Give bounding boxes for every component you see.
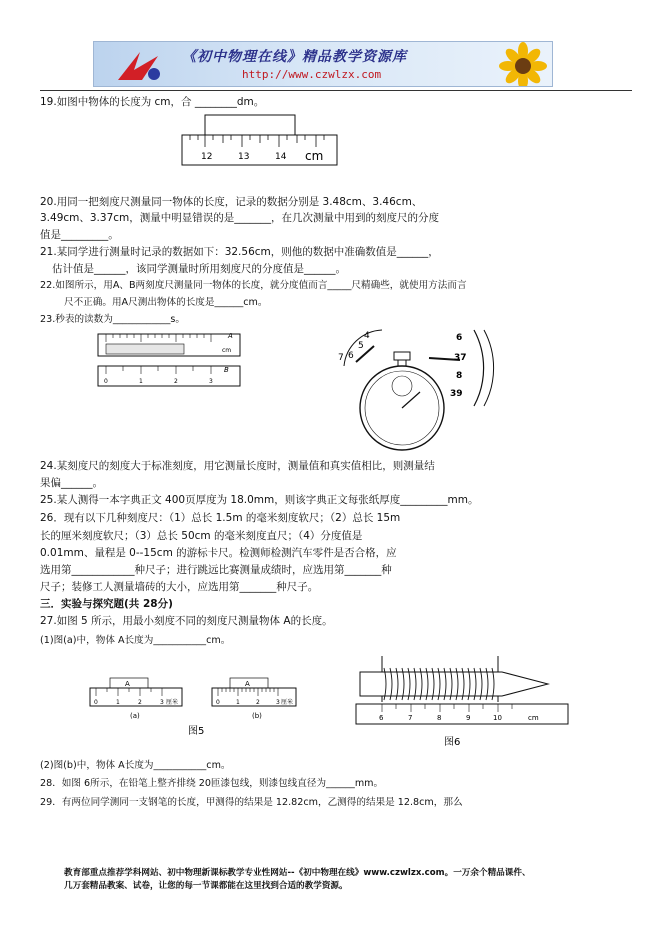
fig5b-unit: 厘米 xyxy=(281,699,294,706)
sunflower-icon xyxy=(489,42,553,87)
fig6-tick: 9 xyxy=(466,714,471,722)
banner-url: http://www.czwlzx.com xyxy=(242,68,382,81)
scale-number: 39 xyxy=(450,389,463,399)
question-20-line3: 值是_________。 xyxy=(40,229,119,241)
ruler-b-label: B xyxy=(224,366,229,374)
ruler19-tick: 13 xyxy=(238,152,250,162)
fig5a-tick: 1 xyxy=(116,699,120,706)
question-29: 29．有两位同学测同一支钢笔的长度，甲测得的结果是 12.82cm，乙测得的结果是 12.8cm，那么 xyxy=(40,797,463,808)
scale-number: 37 xyxy=(454,353,467,363)
fig5a-caption: (a) xyxy=(130,712,140,720)
fig5b-tick: 3 xyxy=(276,699,280,706)
question-23: 23.秒表的读数为____________s。 xyxy=(40,314,185,325)
fig5b-tick: 1 xyxy=(236,699,240,706)
fig5-title: 图5 xyxy=(188,726,205,737)
scale-number: 6 xyxy=(456,333,463,343)
question-26-line1: 26．现有以下几种刻度尺：（1）总长 1.5m 的毫米刻度软尺；（2）总长 15m xyxy=(40,512,401,524)
dial-number: 6 xyxy=(348,351,354,361)
figure-6 xyxy=(352,650,577,754)
fig6-tick: 8 xyxy=(437,714,442,722)
ruler19-unit: cm xyxy=(305,149,324,163)
fig6-tick: 6 xyxy=(379,714,384,722)
ruler-b-tick: 2 xyxy=(174,378,178,385)
question-20-line1: 20.用同一把刻度尺测量同一物体的长度，记录的数据分别是 3.48cm、3.46cm、 xyxy=(40,196,423,208)
ruler-a-label: A xyxy=(228,332,233,340)
question-24-line1: 24.某刻度尺的刻度大于标准刻度，用它测量长度时，测量值和真实值相比，则测量结 xyxy=(40,460,435,472)
question-27-part2: (2)图(b)中，物体 A长度为___________cm。 xyxy=(40,760,231,771)
question-22-line2: 尺不正确。用A尺测出物体的长度是______cm。 xyxy=(64,297,268,308)
ruler-b-tick: 3 xyxy=(209,378,213,385)
fig6-tick: 7 xyxy=(408,714,413,722)
ruler19-tick: 12 xyxy=(201,152,213,162)
dial-number: 4 xyxy=(364,331,370,341)
fig5a-label: A xyxy=(125,680,130,688)
question-20-line2: 3.49cm、3.37cm，测量中明显错误的是_______，在几次测量中用到的刻度尺的分度 xyxy=(40,212,440,224)
dial-number: 5 xyxy=(358,341,364,351)
question-22-line1: 22.如图所示，用A、B两刻度尺测量同一物体的长度，就分度值而言_____尺精确些，就使用方法而言 xyxy=(40,280,467,291)
figure-rulers-22 xyxy=(96,328,246,390)
fig5a-unit: 厘米 xyxy=(166,699,179,706)
question-21-line2: 估计值是______，该同学测量时所用刻度尺的分度值是______。 xyxy=(52,263,346,275)
footer-line2: 几万套精品教案、试卷，让您的每一节课都能在这里找到合适的教学资源。 xyxy=(64,881,348,891)
question-28: 28．如图 6所示，在铅笔上整齐排绕 20匝漆包线，则漆包线直径为______mm。 xyxy=(40,778,384,789)
fig5a-tick: 0 xyxy=(94,699,98,706)
section-3-heading: 三．实验与探究题(共 28分) xyxy=(40,598,173,610)
figure-5 xyxy=(88,672,298,740)
question-24-line2: 果偏______。 xyxy=(40,477,103,489)
banner-title: 《初中物理在线》精品教学资源库 xyxy=(182,49,407,65)
logo-icon xyxy=(114,46,166,84)
fig5a-tick: 3 xyxy=(160,699,164,706)
question-21-line1: 21.某同学进行测量时记录的数据如下：32.56cm，则他的数据中准确数值是______， xyxy=(40,246,439,258)
ruler-b-tick: 0 xyxy=(104,378,108,385)
header-banner xyxy=(93,41,553,87)
ruler19-tick: 14 xyxy=(275,152,287,162)
question-27-part1: (1)图(a)中，物体 A长度为___________cm。 xyxy=(40,635,231,646)
question-19: 19.如图中物体的长度为 cm，合 ________dm。 xyxy=(40,96,265,108)
question-26-line2: 长的厘米刻度软尺；（3）总长 50cm 的毫米刻度直尺；（4）分度值是 xyxy=(40,530,363,542)
question-26-line4: 选用第____________种尺子；进行跳远比赛测量成绩时，应选用第_______种 xyxy=(40,564,392,576)
footer-line1: 教育部重点推荐学科网站、初中物理新课标教学专业性网站--《初中物理在线》www.czwlzx.com。一万余个精品课件、 xyxy=(64,868,531,878)
fig5b-caption: (b) xyxy=(252,712,262,720)
fig5b-label: A xyxy=(245,680,250,688)
header-rule xyxy=(40,90,632,91)
fig6-tick: 10 xyxy=(493,714,502,722)
ruler-a-unit: cm xyxy=(222,347,232,354)
ruler-b-tick: 1 xyxy=(139,378,143,385)
fig5a-tick: 2 xyxy=(138,699,142,706)
fig5b-tick: 0 xyxy=(216,699,220,706)
figure-stopwatch xyxy=(334,326,500,456)
dial-number: 7 xyxy=(338,353,344,363)
fig6-title: 图6 xyxy=(444,737,461,748)
scale-number: 8 xyxy=(456,371,463,381)
question-26-line5: 尺子；装修工人测量墙砖的大小，应选用第_______种尺子。 xyxy=(40,581,319,593)
fig5b-tick: 2 xyxy=(256,699,260,706)
question-25: 25.某人测得一本字典正文 400页厚度为 18.0mm，则该字典正文每张纸厚度_________mm。 xyxy=(40,494,479,506)
figure-ruler-19 xyxy=(180,113,340,169)
question-26-line3: 0.01mm、量程是 0--15cm 的游标卡尺。检测师检测汽车零件是否合格，应 xyxy=(40,547,397,559)
fig6-unit: cm xyxy=(528,714,539,722)
question-27: 27.如图 5 所示，用最小刻度不同的刻度尺测量物体 A的长度。 xyxy=(40,615,333,627)
